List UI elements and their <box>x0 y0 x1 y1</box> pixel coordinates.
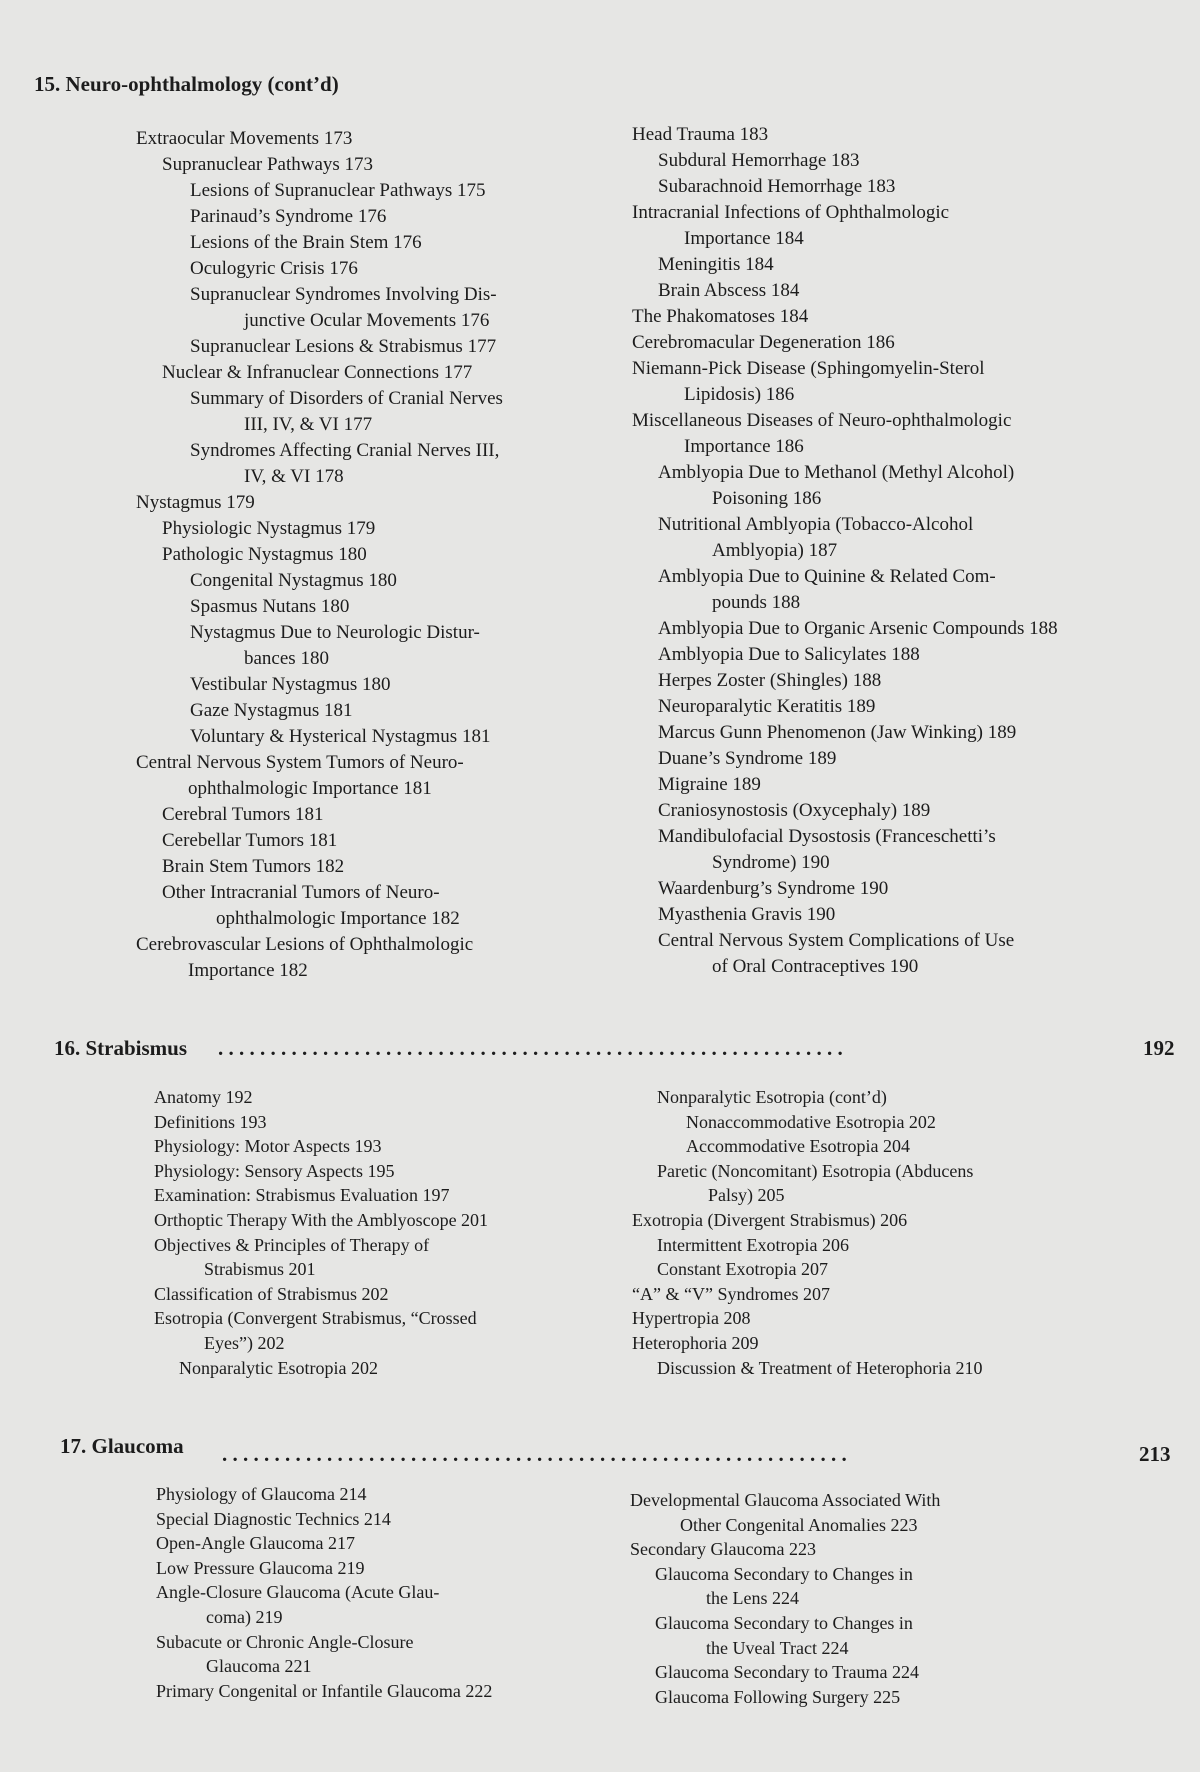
toc-entry: Herpes Zoster (Shingles) 188 <box>658 670 882 691</box>
toc-entry: ophthalmologic Importance 181 <box>188 778 432 799</box>
toc-entry: Cerebromacular Degeneration 186 <box>632 332 895 353</box>
toc-entry: Constant Exotropia 207 <box>657 1259 828 1280</box>
toc-entry: Physiology: Motor Aspects 193 <box>154 1136 382 1157</box>
toc-entry: Extraocular Movements 173 <box>136 128 353 149</box>
toc-entry: Low Pressure Glaucoma 219 <box>156 1557 365 1578</box>
toc-entry: Congenital Nystagmus 180 <box>190 570 397 591</box>
toc-entry: Brain Stem Tumors 182 <box>162 856 345 877</box>
toc-entry: Poisoning 186 <box>712 488 822 509</box>
toc-entry: of Oral Contraceptives 190 <box>712 956 919 977</box>
toc-entry: Cerebral Tumors 181 <box>162 804 324 825</box>
toc-entry: Intermittent Exotropia 206 <box>657 1234 849 1255</box>
toc-entry: Mandibulofacial Dysostosis (Franceschetti’s <box>658 826 996 847</box>
toc-entry: Craniosynostosis (Oxycephaly) 189 <box>658 800 931 821</box>
toc-entry: Oculogyric Crisis 176 <box>190 258 358 279</box>
chapter-page-number: 192 <box>1143 1036 1175 1060</box>
toc-entry: Lesions of the Brain Stem 176 <box>190 232 422 253</box>
toc-entry: Lesions of Supranuclear Pathways 175 <box>190 180 486 201</box>
toc-column-right <box>632 122 1058 980</box>
toc-entry: Amblyopia Due to Salicylates 188 <box>658 644 920 665</box>
toc-entry: Lipidosis) 186 <box>684 384 795 405</box>
toc-entry: Physiologic Nystagmus 179 <box>162 518 376 539</box>
toc-entry: Gaze Nystagmus 181 <box>190 700 353 721</box>
toc-entry: Subarachnoid Hemorrhage 183 <box>658 176 896 197</box>
toc-column-left <box>136 126 503 984</box>
toc-entry: Niemann-Pick Disease (Sphingomyelin-Sterol <box>632 358 985 379</box>
toc-entry: Supranuclear Pathways 173 <box>162 154 374 175</box>
toc-entry: Anatomy 192 <box>154 1087 253 1107</box>
toc-entry: III, IV, & VI 177 <box>244 414 373 435</box>
toc-entry: ophthalmologic Importance 182 <box>216 908 460 929</box>
toc-entry: Physiology: Sensory Aspects 195 <box>154 1160 395 1181</box>
toc-entry: Glaucoma Secondary to Changes in <box>655 1612 913 1633</box>
toc-entry: Secondary Glaucoma 223 <box>630 1539 816 1560</box>
toc-entry: Duane’s Syndrome 189 <box>658 748 837 769</box>
toc-entry: Other Intracranial Tumors of Neuro- <box>162 882 440 903</box>
toc-entry: Physiology of Glaucoma 214 <box>156 1484 367 1504</box>
toc-entry: IV, & VI 178 <box>244 466 344 487</box>
toc-entry: Neuroparalytic Keratitis 189 <box>658 696 876 717</box>
toc-entry: Accommodative Esotropia 204 <box>686 1136 910 1157</box>
chapter-heading: 16. Strabismus <box>54 1036 188 1060</box>
toc-entry: Importance 184 <box>684 228 804 249</box>
toc-entry: Discussion & Treatment of Heterophoria 210 <box>657 1357 983 1378</box>
toc-entry: Waardenburg’s Syndrome 190 <box>658 878 889 899</box>
toc-entry: Orthoptic Therapy With the Amblyoscope 201 <box>154 1209 489 1230</box>
toc-entry: Glaucoma Following Surgery 225 <box>655 1686 901 1707</box>
toc-entry: Importance 182 <box>188 960 308 981</box>
toc-entry: Nutritional Amblyopia (Tobacco-Alcohol <box>658 514 974 535</box>
toc-entry: Cerebellar Tumors 181 <box>162 830 338 851</box>
toc-entry: Nonaccommodative Esotropia 202 <box>686 1111 936 1132</box>
toc-entry: bances 180 <box>244 648 329 669</box>
toc-entry: Parinaud’s Syndrome 176 <box>190 206 387 227</box>
toc-entry: Nonparalytic Esotropia (cont’d) <box>657 1087 887 1107</box>
toc-entry: Examination: Strabismus Evaluation 197 <box>154 1185 450 1206</box>
toc-entry: Other Congenital Anomalies 223 <box>680 1514 918 1535</box>
toc-entry: Supranuclear Lesions & Strabismus 177 <box>190 336 497 357</box>
toc-entry: Amblyopia Due to Quinine & Related Com- <box>658 566 996 587</box>
toc-entry: Brain Abscess 184 <box>658 280 800 301</box>
toc-entry: Syndrome) 190 <box>712 852 830 873</box>
toc-entry: Central Nervous System Complications of Use <box>658 930 1015 951</box>
toc-entry: Miscellaneous Diseases of Neuro-ophthalmologic <box>632 410 1012 431</box>
toc-entry: Nuclear & Infranuclear Connections 177 <box>162 362 473 383</box>
toc-entry: Angle-Closure Glaucoma (Acute Glau- <box>156 1582 440 1603</box>
toc-entry: Open-Angle Glaucoma 217 <box>156 1533 355 1554</box>
toc-entry: Nonparalytic Esotropia 202 <box>179 1357 378 1378</box>
toc-entry: pounds 188 <box>712 592 801 613</box>
toc-entry: Supranuclear Syndromes Involving Dis- <box>190 284 497 305</box>
toc-entry: Special Diagnostic Technics 214 <box>156 1508 391 1529</box>
toc-entry: Marcus Gunn Phenomenon (Jaw Winking) 189 <box>658 722 1017 743</box>
toc-column-left <box>156 1482 492 1703</box>
toc-entry: the Lens 224 <box>706 1588 799 1609</box>
leader-dots: . . . . . . . . . . . . . . . . . . . . . . . . . . . . . . . . . . . . . . . . . . . . . . . . . . . . . . . . . . . . <box>222 1442 847 1466</box>
toc-column-left <box>154 1085 488 1380</box>
toc-entry: Paretic (Noncomitant) Esotropia (Abducens <box>657 1160 974 1181</box>
toc-entry: Importance 186 <box>684 436 804 457</box>
toc-entry: Myasthenia Gravis 190 <box>658 904 836 925</box>
toc-entry: Amblyopia Due to Organic Arsenic Compounds 188 <box>658 618 1058 639</box>
toc-column-right <box>632 1085 982 1380</box>
toc-entry: Syndromes Affecting Cranial Nerves III, <box>190 440 500 461</box>
toc-entry: Pathologic Nystagmus 180 <box>162 544 367 565</box>
toc-entry: Glaucoma 221 <box>206 1656 312 1677</box>
toc-entry: Strabismus 201 <box>204 1259 316 1280</box>
toc-entry: Migraine 189 <box>658 774 761 795</box>
toc-entry: Classification of Strabismus 202 <box>154 1283 389 1304</box>
toc-entry: Meningitis 184 <box>658 254 774 275</box>
toc-entry: coma) 219 <box>206 1606 283 1627</box>
leader-dots: . . . . . . . . . . . . . . . . . . . . . . . . . . . . . . . . . . . . . . . . . . . . . . . . . . . . . . . . . . . . <box>218 1036 843 1060</box>
toc-entry: The Phakomatoses 184 <box>632 306 809 327</box>
toc-entry: Spasmus Nutans 180 <box>190 596 350 617</box>
toc-entry: “A” & “V” Syndromes 207 <box>632 1283 830 1304</box>
toc-entry: Glaucoma Secondary to Trauma 224 <box>655 1662 919 1683</box>
toc-entry: junctive Ocular Movements 176 <box>244 310 490 331</box>
toc-entry: Summary of Disorders of Cranial Nerves <box>190 388 503 409</box>
toc-entry: Vestibular Nystagmus 180 <box>190 674 391 695</box>
toc-entry: Palsy) 205 <box>708 1185 785 1206</box>
toc-entry: Intracranial Infections of Ophthalmologic <box>632 202 950 223</box>
toc-entry: Hypertropia 208 <box>632 1308 751 1329</box>
toc-entry: Cerebrovascular Lesions of Ophthalmologic <box>136 934 474 955</box>
toc-entry: Definitions 193 <box>154 1111 267 1132</box>
chapter-page-number: 213 <box>1139 1442 1171 1466</box>
chapter-heading: 17. Glaucoma <box>60 1434 184 1458</box>
toc-entry: Objectives & Principles of Therapy of <box>154 1234 430 1255</box>
toc-entry: Developmental Glaucoma Associated With <box>630 1490 941 1510</box>
toc-entry: Central Nervous System Tumors of Neuro- <box>136 752 464 773</box>
toc-entry: Amblyopia) 187 <box>712 540 838 561</box>
toc-entry: Eyes”) 202 <box>204 1332 285 1353</box>
toc-entry: Head Trauma 183 <box>632 124 769 145</box>
toc-entry: Amblyopia Due to Methanol (Methyl Alcohol) <box>658 462 1015 483</box>
toc-entry: Voluntary & Hysterical Nystagmus 181 <box>190 726 491 747</box>
toc-entry: the Uveal Tract 224 <box>706 1637 849 1658</box>
toc-entry: Esotropia (Convergent Strabismus, “Crossed <box>154 1308 477 1329</box>
toc-entry: Subdural Hemorrhage 183 <box>658 150 860 171</box>
toc-entry: Heterophoria 209 <box>632 1332 759 1353</box>
toc-entry: Nystagmus Due to Neurologic Distur- <box>190 622 480 643</box>
toc-entry: Glaucoma Secondary to Changes in <box>655 1563 913 1584</box>
toc-column-right <box>630 1488 940 1709</box>
chapter-heading: 15. Neuro-ophthalmology (cont’d) <box>34 72 339 96</box>
toc-entry: Primary Congenital or Infantile Glaucoma 222 <box>156 1680 493 1701</box>
toc-entry: Subacute or Chronic Angle-Closure <box>156 1631 414 1652</box>
toc-entry: Nystagmus 179 <box>136 492 255 513</box>
toc-entry: Exotropia (Divergent Strabismus) 206 <box>632 1209 908 1230</box>
